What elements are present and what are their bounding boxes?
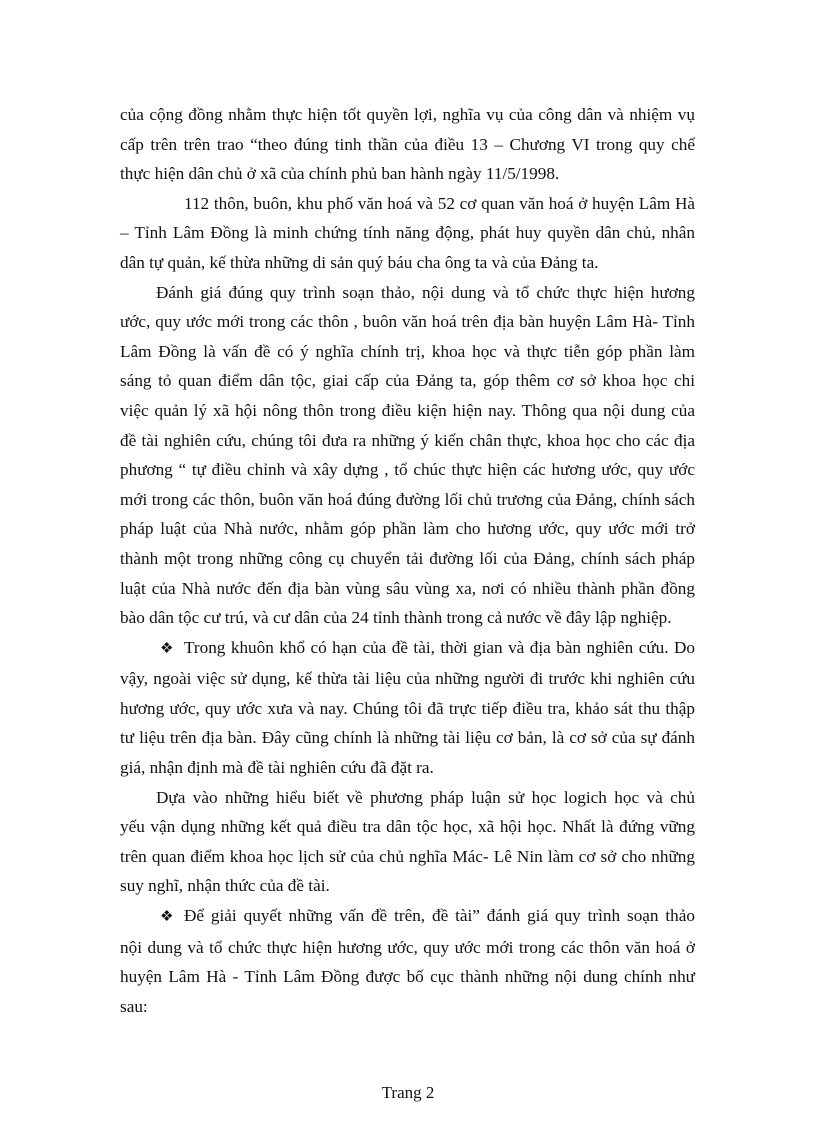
text-line: ước, quy ước mới trong các thôn , buôn văn hoá trên địa bàn huyện Lâm Hà- Tỉnh [120, 312, 695, 332]
text-line: thực hiện dân chủ ở xã của chính phủ ban hành ngày 11/5/1998. [120, 164, 560, 184]
text-line: tư liệu trên địa bàn. Đây cũng chính là những tài liệu cơ bản, là cơ sở của sự đánh [120, 728, 695, 748]
text-line: yếu vận dụng những kết quả điều tra dân tộc học, xã hội học. Nhất là đứng vững [120, 817, 695, 837]
text-line: sau: [120, 996, 148, 1016]
diamond-bullet-icon: ❖ [160, 640, 174, 657]
text-line: suy nghĩ, nhận thức của đề tài. [120, 876, 330, 896]
text-line: – Tỉnh Lâm Đồng là minh chứng tính năng động, phát huy quyền dân chủ, nhân [120, 223, 695, 243]
text-line: nội dung và tổ chức thực hiện hương ước, quy ước mới trong các thôn văn hoá ở [120, 937, 695, 957]
bullet-line [120, 633, 695, 665]
text-line: phương “ tự điều chỉnh và xây dựng , tổ chúc thực hiện các hương ước, quy ước [120, 460, 695, 480]
text-line: bào dân tộc cư trú, và cư dân của 24 tỉnh thành trong cả nước về đây lập nghiệp. [120, 608, 672, 628]
text-line: hương ước, quy ước xưa và nay. Chúng tôi đã trực tiếp điều tra, khảo sát thu thập [120, 698, 695, 718]
text-line: huyện Lâm Hà - Tỉnh Lâm Đồng được bố cục thành những nội dung chính như [120, 967, 695, 987]
text-line: giá, nhận định mà đề tài nghiên cứu đã đặt ra. [120, 758, 434, 778]
document-body [120, 100, 695, 1021]
text-line: Đánh giá đúng quy trình soạn thảo, nội dung và tổ chức thực hiện hương [156, 282, 695, 302]
bullet-text: Trong khuôn khổ có hạn của đề tài, thời gian và địa bàn nghiên cứu. Do [184, 637, 695, 657]
text-line: của cộng đồng nhằm thực hiện tốt quyền lợi, nghĩa vụ của công dân và nhiệm vụ [120, 105, 695, 124]
text-line: Dựa vào những hiểu biết về phương pháp luận sử học logich học và chủ [156, 787, 695, 807]
text-line: đề tài nghiên cứu, chúng tôi đưa ra những ý kiến chân thực, khoa học cho các địa [120, 430, 695, 450]
text-line: việc quản lý xã hội nông thôn trong điều kiện hiện nay. Thông qua nội dung của [120, 400, 695, 420]
bullet-line [120, 901, 695, 933]
text-line: luật của Nhà nước đến địa bàn vùng sâu vùng xa, nơi có nhiều thành phần đồng [120, 578, 695, 598]
text-line: cấp trên trên trao “theo đúng tinh thần của điều 13 – Chương VI trong quy chế [120, 134, 695, 154]
diamond-bullet-icon: ❖ [160, 909, 174, 926]
text-line: vậy, ngoài việc sử dụng, kế thừa tài liệu của những người đi trước khi nghiên cứu [120, 669, 695, 689]
text-line: pháp luật của Nhà nước, nhằm góp phần làm cho hương ước, quy ước mới trở [120, 519, 695, 539]
page-number: Trang 2 [381, 1083, 435, 1102]
bullet-text: Để giải quyết những vấn đề trên, đề tài” đánh giá quy trình soạn thảo [184, 906, 695, 926]
text-line: Lâm Đồng là vấn đề có ý nghĩa chính trị, khoa học và thực tiễn góp phần làm [120, 341, 695, 361]
text-line: 112 thôn, buôn, khu phố văn hoá và 52 cơ quan văn hoá ở huyện Lâm Hà [184, 193, 695, 213]
text-line: sáng tỏ quan điểm dân tộc, giai cấp của Đảng ta, góp thêm cơ sở khoa học chi [120, 371, 695, 391]
text-line: mới trong các thôn, buôn văn hoá đúng đường lối chủ trương của Đảng, chính sách [120, 489, 695, 509]
text-line: dân tự quản, kế thừa những di sản quý báu cha ông ta và của Đảng ta. [120, 252, 599, 272]
text-line: trên quan điểm khoa học lịch sử của chủ nghĩa Mác- Lê Nin làm cơ sở cho những [120, 846, 695, 866]
text-line: thành một trong những công cụ chuyển tải đường lối của Đảng, chính sách pháp [120, 548, 695, 568]
